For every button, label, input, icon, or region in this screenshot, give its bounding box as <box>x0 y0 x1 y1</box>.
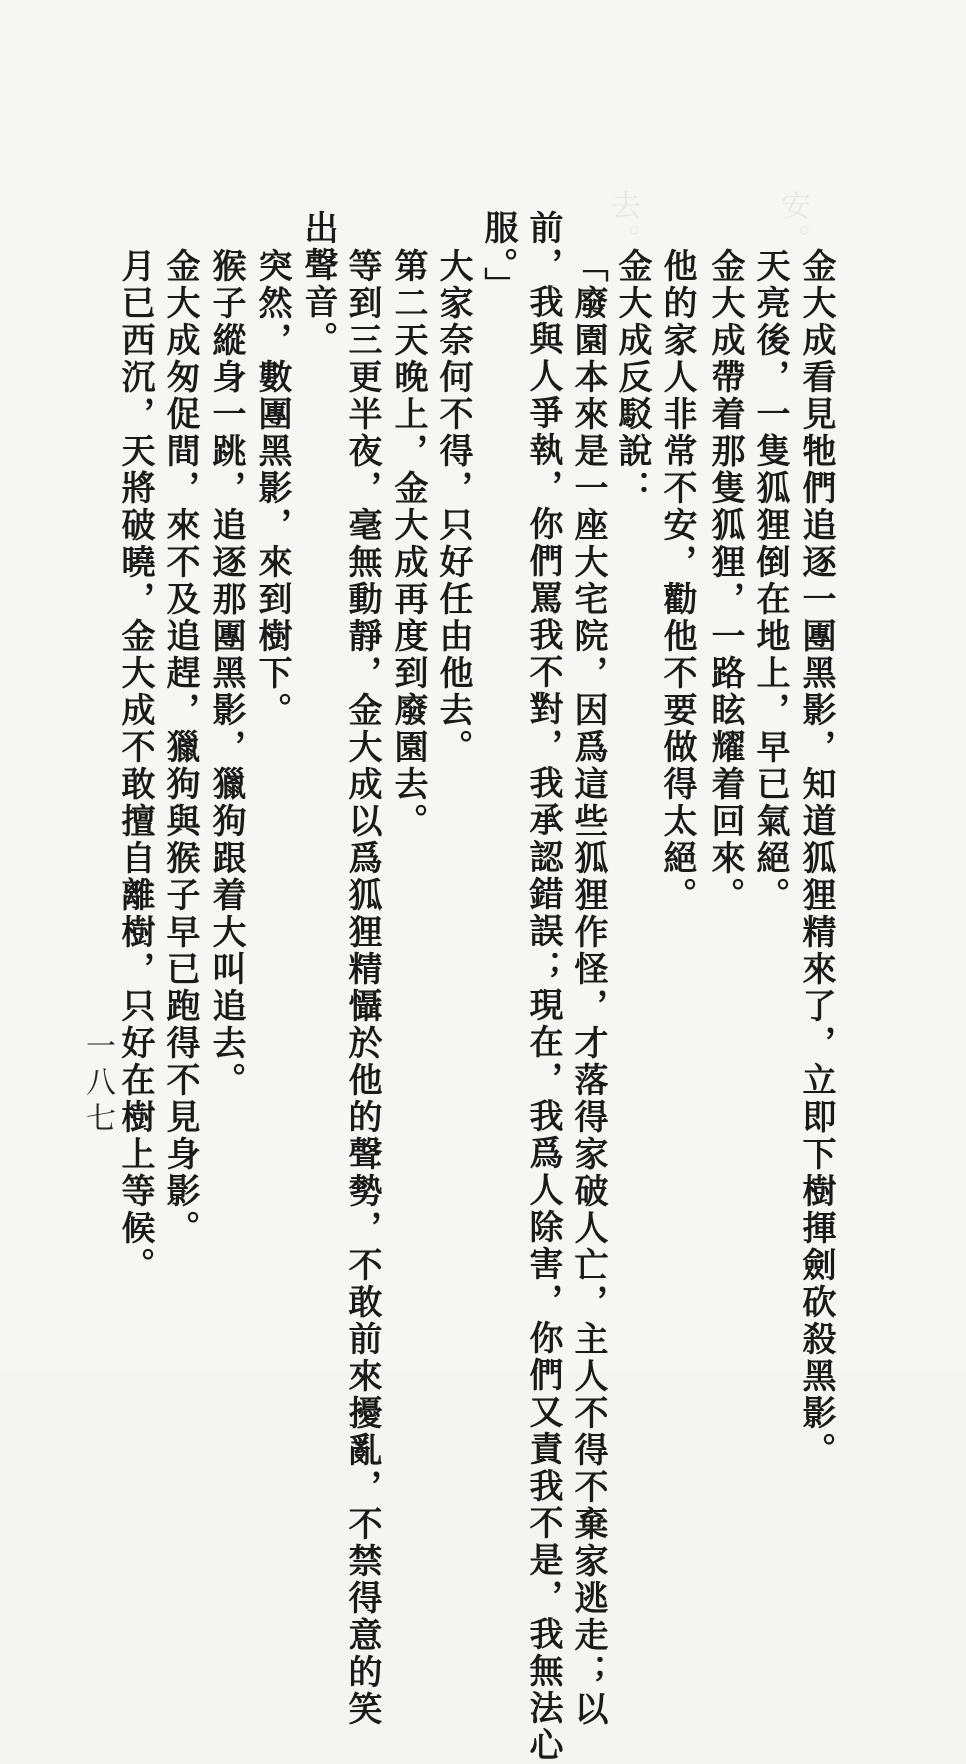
bleed-through-mark: 安。 <box>775 190 810 258</box>
text-column: 出聲音。 <box>298 210 338 358</box>
text-column: 猴子縱身一跳，追逐那團黑影，獵狗跟着大叫追去。 <box>206 248 246 1099</box>
text-column: 他的家人非常不安，勸他不要做得太絕。 <box>657 248 697 914</box>
text-column: 月已西沉，天將破曉，金大成不敢擅自離樹，只好在樹上等候。 <box>115 248 155 1284</box>
bleed-through-mark: 去。 <box>605 190 640 258</box>
text-column: 金大成看見牠們追逐一團黑影，知道狐狸精來了，立即下樹揮劍砍殺黑影。 <box>796 248 836 1469</box>
text-column: 金大成反駁說： <box>612 248 652 507</box>
text-column: 天亮後，一隻狐狸倒在地上，早已氣絕。 <box>750 248 790 914</box>
text-column: 第二天晚上，金大成再度到廢園去。 <box>388 248 428 840</box>
text-column: 大家奈何不得，只好任由他去。 <box>433 248 473 766</box>
text-column: 等到三更半夜，毫無動靜，金大成以爲狐狸精懾於他的聲勢，不敢前來擾亂，不禁得意的笑 <box>342 248 382 1728</box>
text-column: 金大成匆促間，來不及追趕，獵狗與猴子早已跑得不見身影。 <box>160 248 200 1247</box>
text-column: 突然，數團黑影，來到樹下。 <box>252 248 292 729</box>
text-column: 服。」 <box>478 210 518 304</box>
page-number: 一八七 <box>80 1030 115 1138</box>
text-column: 金大成帶着那隻狐狸，一路眩耀着回來。 <box>705 248 745 914</box>
text-column: 前，我與人爭執，你們罵我不對，我承認錯誤；現在，我爲人除害，你們又責我不是，我無法心 <box>523 210 563 1764</box>
text-column: 「廢園本來是一座大宅院，因爲這些狐狸作怪，才落得家破人亡，主人不得不棄家逃走；以 <box>568 248 608 1728</box>
